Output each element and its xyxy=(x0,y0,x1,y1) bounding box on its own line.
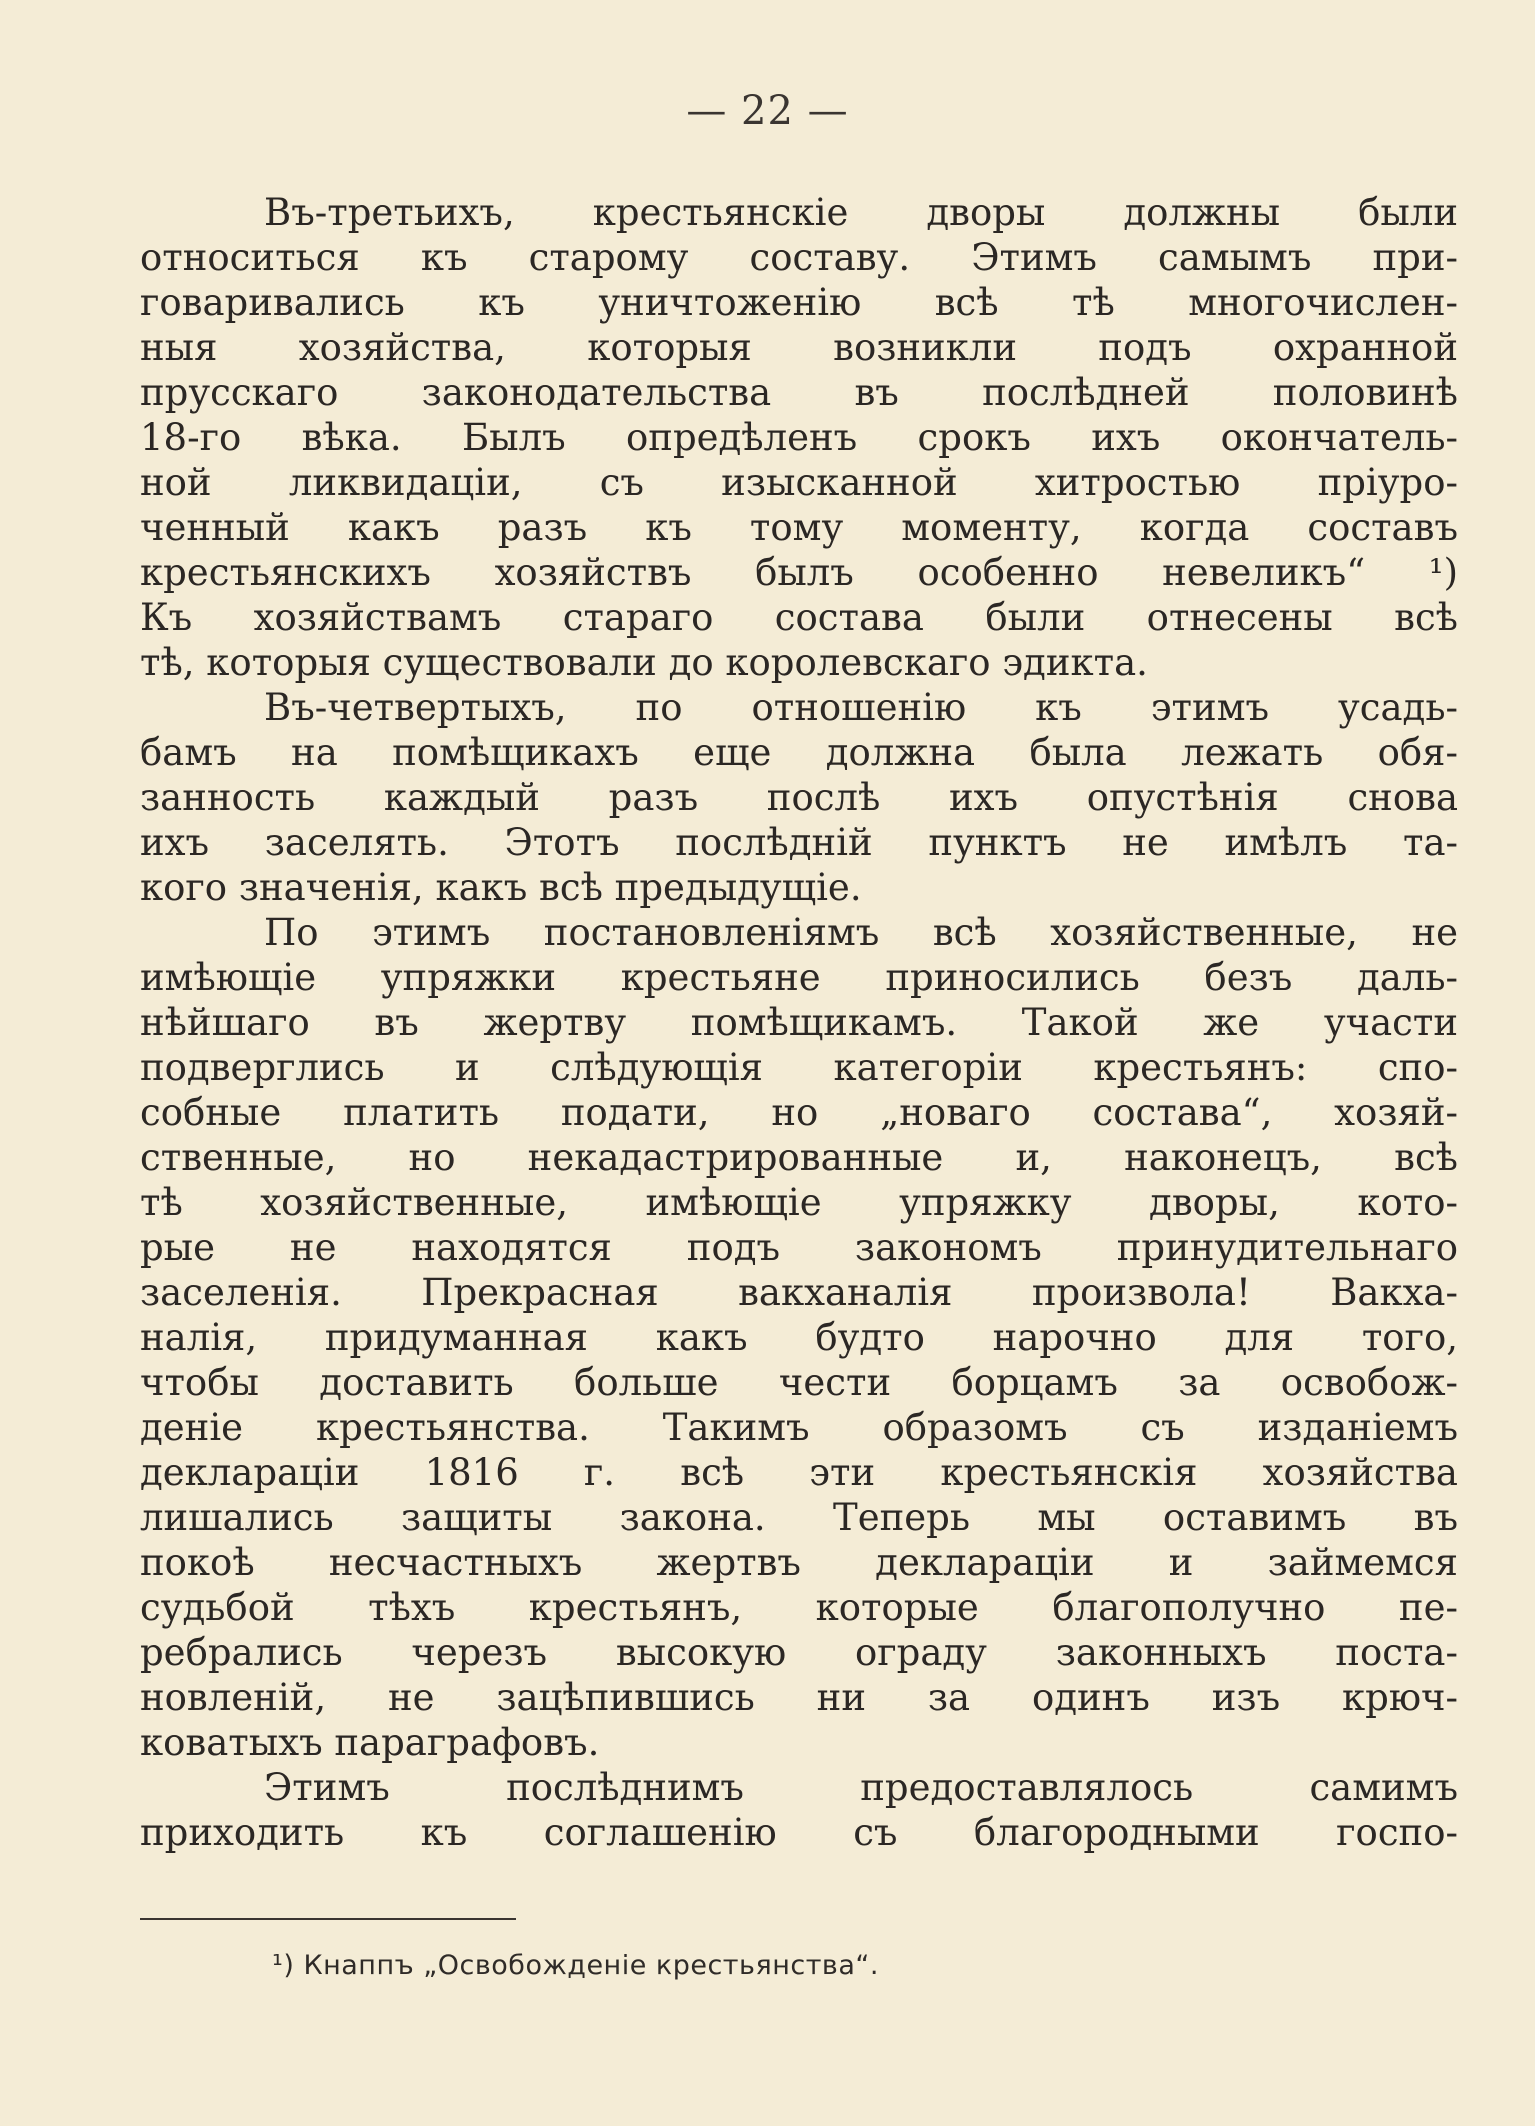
text-line: покоѣ несчастныхъ жертвъ деклараціи и займемся xyxy=(140,1541,1458,1584)
text-line: относиться къ старому составу. Этимъ самымъ при- xyxy=(140,236,1458,279)
footnote: ¹) Кнаппъ „Освобожденіе крестьянства“. xyxy=(272,1950,879,1981)
text-line: ребрались черезъ высокую ограду законныхъ поста- xyxy=(140,1631,1458,1674)
text-line: ной ликвидаціи, съ изысканной хитростью пріуро- xyxy=(140,461,1458,504)
text-line: деніе крестьянства. Такимъ образомъ съ изданіемъ xyxy=(140,1406,1458,1449)
body-text xyxy=(140,190,1458,1855)
text-line: собные платить подати, но „новаго состава“, хозяй- xyxy=(140,1091,1458,1134)
footnote-divider xyxy=(140,1918,516,1920)
text-line: Въ-четвертыхъ, по отношенію къ этимъ усадь- xyxy=(264,686,1458,729)
text-line: нѣйшаго въ жертву помѣщикамъ. Такой же участи xyxy=(140,1001,1458,1044)
text-line: По этимъ постановленіямъ всѣ хозяйственные, не xyxy=(264,911,1458,954)
text-line: 18-го вѣка. Былъ опредѣленъ срокъ ихъ окончатель- xyxy=(140,416,1458,459)
text-line: тѣ, которыя существовали до королевскаго эдикта. xyxy=(140,641,1148,684)
text-line: заселенія. Прекрасная вакханалія произвола! Вакха- xyxy=(140,1271,1458,1314)
text-line: подверглись и слѣдующія категоріи крестьянъ: спо- xyxy=(140,1046,1458,1089)
page-number: — 22 — xyxy=(686,88,849,134)
text-line: чтобы доставить больше чести борцамъ за освобож- xyxy=(140,1361,1458,1404)
text-line: бамъ на помѣщикахъ еще должна была лежать обя- xyxy=(140,731,1458,774)
text-line: прусскаго законодательства въ послѣдней половинѣ xyxy=(140,371,1458,414)
text-line: налія, придуманная какъ будто нарочно для того, xyxy=(140,1316,1458,1359)
text-line: имѣющіе упряжки крестьяне приносились безъ даль- xyxy=(140,956,1458,999)
text-line: ныя хозяйства, которыя возникли подъ охранной xyxy=(140,326,1458,369)
text-line: крестьянскихъ хозяйствъ былъ особенно невеликъ“ ¹) xyxy=(140,551,1458,594)
text-line: кого значенія, какъ всѣ предыдущіе. xyxy=(140,866,862,909)
text-line: новленій, не зацѣпившись ни за одинъ изъ крюч- xyxy=(140,1676,1458,1719)
text-line: ихъ заселять. Этотъ послѣдній пунктъ не имѣлъ та- xyxy=(140,821,1458,864)
text-line: Къ хозяйствамъ стараго состава были отнесены всѣ xyxy=(140,596,1458,639)
text-line: тѣ хозяйственные, имѣющіе упряжку дворы, кото- xyxy=(140,1181,1458,1224)
text-line: судьбой тѣхъ крестьянъ, которые благополучно пе- xyxy=(140,1586,1458,1629)
text-line: Этимъ послѣднимъ предоставлялось самимъ xyxy=(264,1766,1458,1809)
text-line: ченный какъ разъ къ тому моменту, когда составъ xyxy=(140,506,1458,549)
text-line: лишались защиты закона. Теперь мы оставимъ въ xyxy=(140,1496,1458,1539)
text-line: Въ-третьихъ, крестьянскіе дворы должны были xyxy=(264,191,1458,234)
text-line: говаривались къ уничтоженію всѣ тѣ многочислен- xyxy=(140,281,1458,324)
text-line: рые не находятся подъ закономъ принудительнаго xyxy=(140,1226,1458,1269)
text-line: ственные, но некадастрированные и, наконецъ, всѣ xyxy=(140,1136,1458,1179)
text-line: деклараціи 1816 г. всѣ эти крестьянскія хозяйства xyxy=(140,1451,1458,1494)
text-line: приходить къ соглашенію съ благородными госпо- xyxy=(140,1811,1458,1854)
text-line: коватыхъ параграфовъ. xyxy=(140,1721,600,1764)
text-line: занность каждый разъ послѣ ихъ опустѣнія снова xyxy=(140,776,1458,819)
